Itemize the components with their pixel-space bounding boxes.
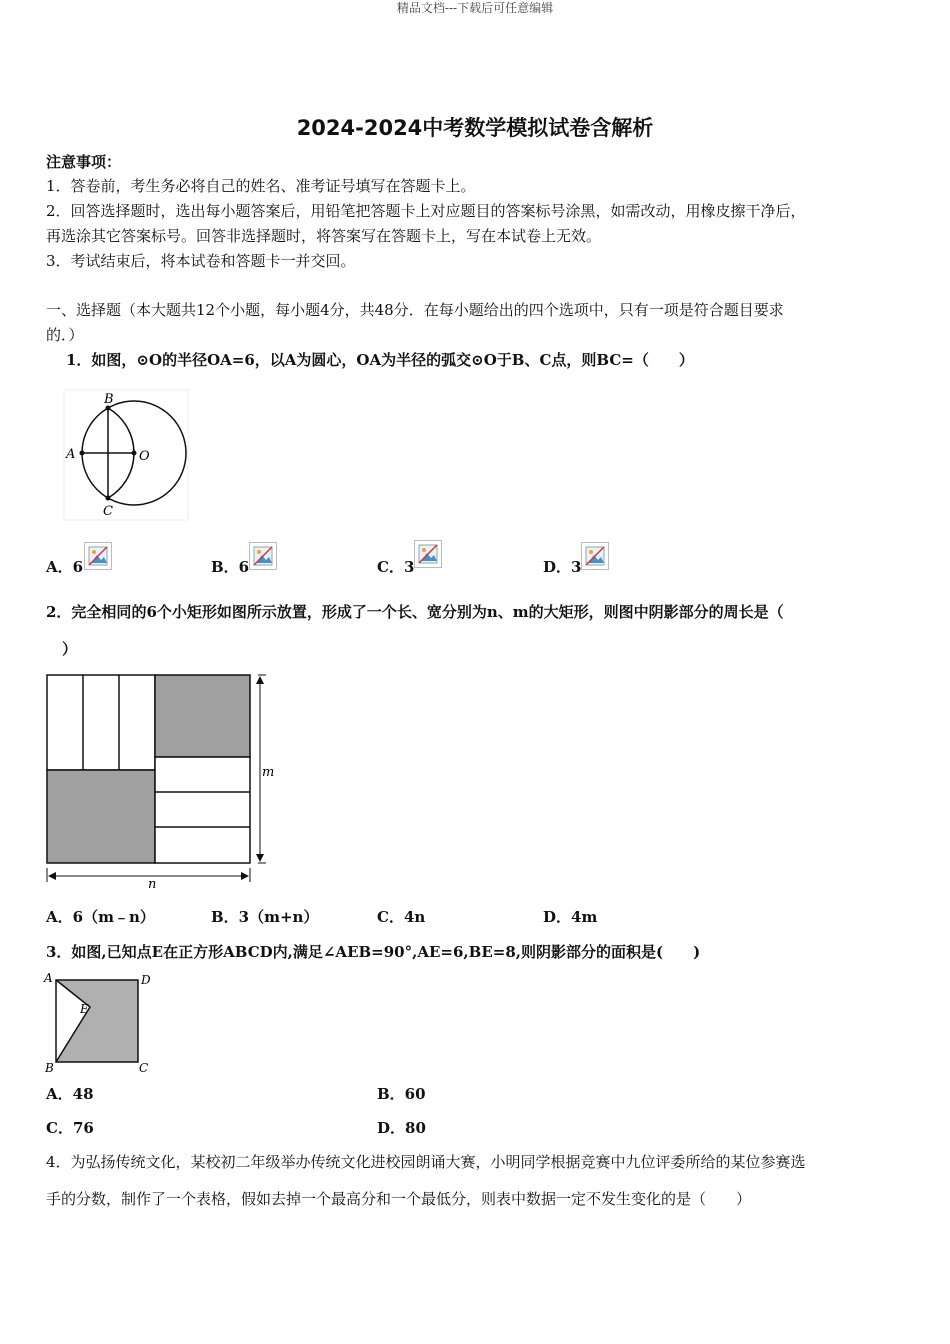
label-m: m [262,765,275,780]
q2-option-c[interactable]: C．4n [377,908,426,926]
broken-image-icon [581,542,609,570]
q3-option-a[interactable]: A．48 [46,1085,94,1103]
q3-square-figure [42,970,156,1076]
label-n: n [148,877,157,892]
q4-stem-line1: 4．为弘扬传统文化，某校初二年级举办传统文化进校园朗诵大赛，小明同学根据竞赛中九位评委所给的某位参赛选 [46,1153,806,1171]
q1-option-d[interactable]: D．3 [543,558,582,576]
page-header: 精品文档---下载后可任意编辑 [396,1,554,15]
page-title: 2024-2024中考数学模拟试卷含解析 [296,116,654,140]
q4-stem-line2: 手的分数，制作了一个表格，假如去掉一个最高分和一个最低分，则表中数据一定不发生变化的是（ ） [46,1190,752,1208]
label-a: A [66,447,76,462]
section-heading-line1: 一、选择题（本大题共12个小题，每小题4分，共48分．在每小题给出的四个选项中，只有一项是符合题目要求 [46,301,784,319]
q1-option-a[interactable]: A．6 [46,558,84,576]
notes-item: 再选涂其它答案标号。回答非选择题时，将答案写在答题卡上，写在本试卷上无效。 [46,227,602,245]
notes-heading: 注意事项： [46,153,122,171]
q3-option-c[interactable]: C．76 [46,1119,94,1137]
label-e: E [80,1002,89,1016]
q2-stem-line1: 2．完全相同的6个小矩形如图所示放置，形成了一个长、宽分别为n、m的大矩形，则图中阴影部分的周长是（ [46,603,784,621]
section-heading-line2: 的．） [46,326,84,344]
label-c: C [139,1061,149,1075]
label-b: B [45,1061,54,1075]
q1-circle-figure [62,388,190,522]
label-o: O [139,449,150,464]
label-b: B [104,392,114,407]
q2-option-b[interactable]: B．3（m+n） [211,908,319,926]
notes-item: 2．回答选择题时，选出每小题答案后，用铅笔把答题卡上对应题目的答案标号涂黑，如需改动，用橡皮擦干净后， [46,202,806,220]
q1-stem: 1．如图，⊙O的半径OA=6，以A为圆心，OA为半径的弧交⊙O于B、C点，则BC=（ ） [66,351,694,369]
label-a: A [44,971,53,985]
q1-option-c[interactable]: C．3 [377,558,415,576]
broken-image-icon [84,542,112,570]
broken-image-icon [414,540,442,568]
q1-option-b[interactable]: B．6 [211,558,250,576]
notes-item: 1．答卷前，考生务必将自己的姓名、准考证号填写在答题卡上。 [46,177,476,195]
label-d: D [141,973,151,987]
q3-option-b[interactable]: B．60 [377,1085,426,1103]
broken-image-icon [249,542,277,570]
q2-stem-line2: ） [62,640,78,658]
label-c: C [103,504,113,519]
q2-option-d[interactable]: D．4m [543,908,598,926]
notes-item: 3．考试结束后，将本试卷和答题卡一并交回。 [46,252,356,270]
q2-rectangle-figure [42,670,282,892]
q3-stem: 3．如图,已知点E在正方形ABCD内,满足∠AEB=90°,AE=6,BE=8,则阴影部分的面积是( ) [46,943,701,961]
q2-option-a[interactable]: A．6（m﹣n） [46,908,155,926]
q3-option-d[interactable]: D．80 [377,1119,426,1137]
